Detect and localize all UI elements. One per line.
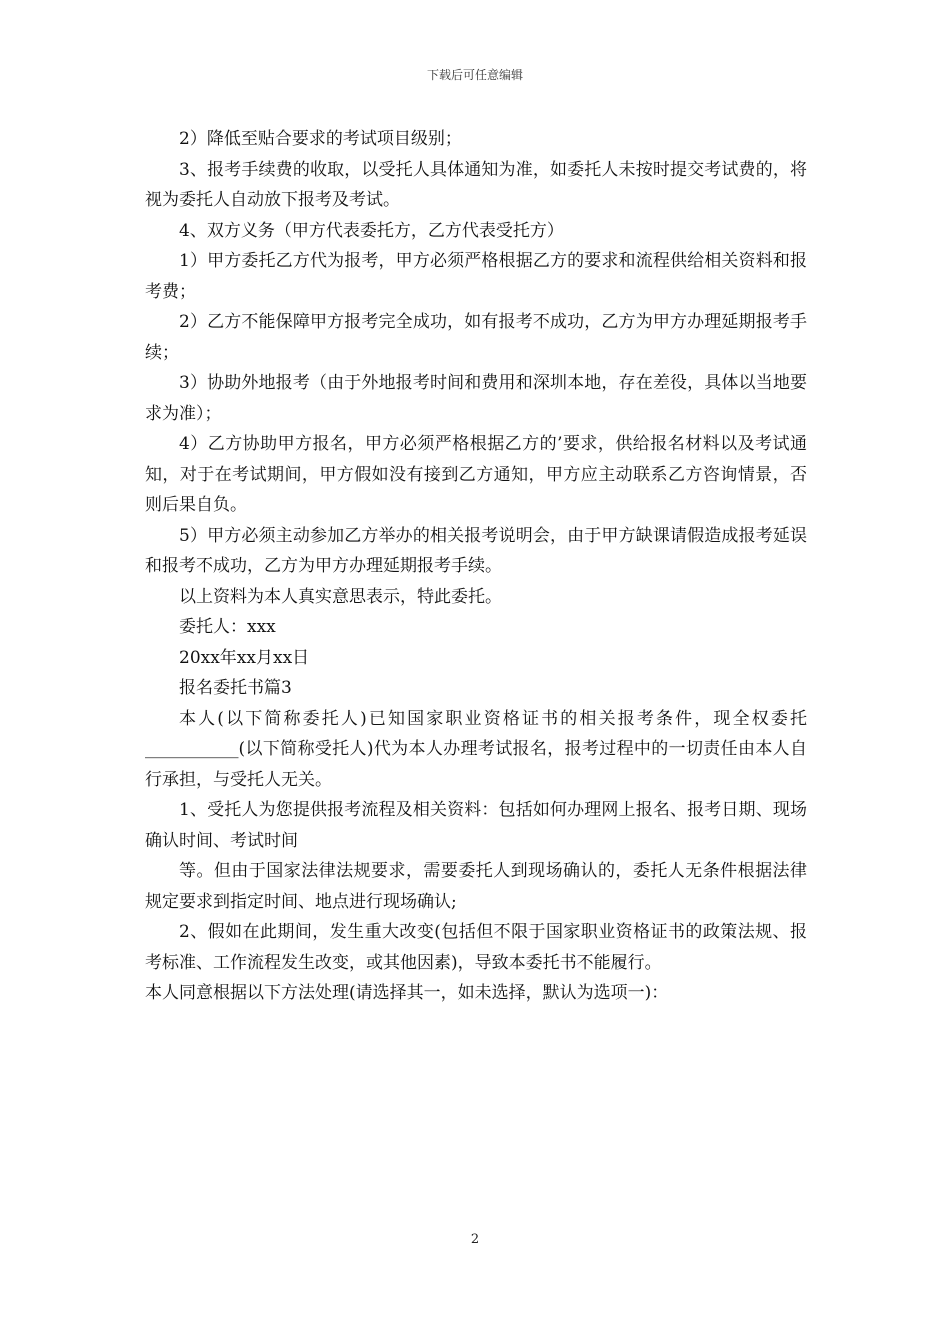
paragraph: 4、双方义务（甲方代表委托方，乙方代表受托方）: [179, 220, 564, 241]
paragraph: 等。但由于国家法律法规要求，需要委托人到现场确认的，委托人无条件根据法律规定要求到指定时间、地点进行现场确认;: [145, 861, 807, 912]
document-body: [145, 124, 807, 1009]
paragraph: 5）甲方必须主动参加乙方举办的相关报考说明会，由于甲方缺课请假造成报考延误和报考不成功，乙方为甲方办理延期报考手续。: [145, 525, 807, 576]
paragraph: 本人(以下简称委托人)已知国家职业资格证书的相关报考条件，现全权委托___________(以下简称受托人)代为本人办理考试报名，报考过程中的一切责任由本人自行承担，与受托人无关。: [145, 708, 807, 790]
page-number: 2: [470, 1232, 480, 1247]
page-header: 下载后可任意编辑: [426, 68, 523, 82]
paragraph: 2）乙方不能保障甲方报考完全成功，如有报考不成功，乙方为甲方办理延期报考手续；: [145, 312, 807, 363]
paragraph: 3）协助外地报考（由于外地报考时间和费用和深圳本地，存在差役，具体以当地要求为准）；: [145, 373, 807, 424]
paragraph: 以上资料为本人真实意思表示，特此委托。: [179, 586, 502, 607]
paragraph: 2）降低至贴合要求的考试项目级别；: [179, 129, 462, 149]
paragraph: 2、假如在此期间，发生重大改变(包括但不限于国家职业资格证书的政策法规、报考标准、工作流程发生改变，或其他因素)，导致本委托书不能履行。: [145, 922, 807, 973]
paragraph: 1）甲方委托乙方代为报考，甲方必须严格根据乙方的要求和流程供给相关资料和报考费；: [145, 251, 807, 302]
section-title: 报名委托书篇3: [179, 678, 292, 698]
signature-line: 委托人：xxx: [179, 617, 276, 637]
paragraph: 1、受托人为您提供报考流程及相关资料：包括如何办理网上报名、报考日期、现场确认时间、考试时间: [145, 800, 807, 851]
paragraph: 4）乙方协助甲方报名，甲方必须严格根据乙方的’要求，供给报名材料以及考试通知，对于在考试期间，甲方假如没有接到乙方通知，甲方应主动联系乙方咨询情景，否则后果自负。: [145, 434, 807, 515]
date-line: 20xx年xx月xx日: [179, 647, 310, 668]
paragraph: 本人同意根据以下方法处理(请选择其一，如未选择，默认为选项一)：: [145, 983, 669, 1003]
paragraph: 3、报考手续费的收取，以受托人具体通知为准，如委托人未按时提交考试费的，将视为委托人自动放下报考及考试。: [145, 159, 807, 210]
